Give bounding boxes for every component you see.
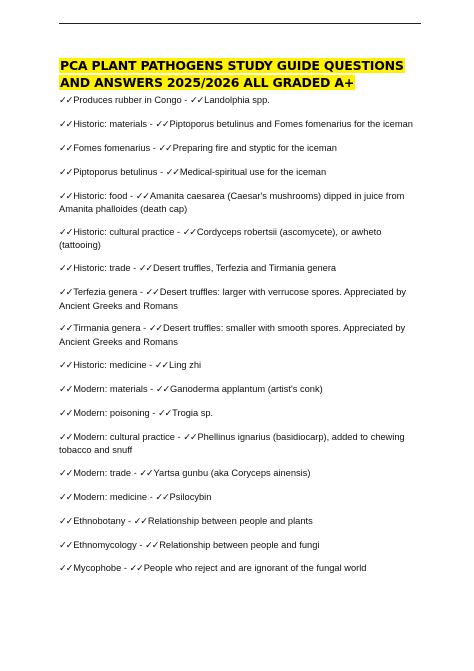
separator: - (140, 323, 149, 334)
answer-text: Phellinus ignarius (basidiocarp), added to chewing tobacco and snuff (59, 431, 405, 455)
qa-item (59, 166, 424, 179)
check-mark-icon: ✓✓ (59, 190, 73, 202)
separator: - (147, 491, 156, 502)
check-mark-icon: ✓✓ (158, 142, 172, 154)
check-mark-icon: ✓✓ (155, 118, 169, 130)
check-mark-icon: ✓✓ (129, 563, 143, 575)
separator: - (131, 467, 140, 478)
check-mark-icon: ✓✓ (59, 95, 73, 106)
check-mark-icon: ✓✓ (59, 467, 73, 479)
check-mark-icon: ✓✓ (135, 190, 149, 202)
answer-text: Trogia sp. (172, 407, 214, 418)
check-mark-icon: ✓✓ (183, 431, 197, 443)
question-text: Historic: cultural practice (73, 226, 175, 237)
check-mark-icon: ✓✓ (59, 118, 73, 130)
check-mark-icon: ✓✓ (182, 226, 196, 238)
answer-text: Amanita caesarea (Caesar's mushrooms) dipped in juice from Amanita phalloides (death cap) (59, 190, 405, 215)
separator: - (174, 431, 184, 442)
answer-text: Psilocybin (169, 491, 212, 502)
separator: - (174, 226, 183, 237)
qa-item (59, 562, 424, 575)
separator: - (149, 407, 158, 418)
check-mark-icon: ✓✓ (138, 263, 152, 275)
check-mark-icon: ✓✓ (145, 539, 159, 551)
check-mark-icon: ✓✓ (155, 383, 170, 395)
question-text: Ethnobotany (73, 515, 126, 526)
title-highlight: PCA PLANT PATHOGENS STUDY GUIDE QUESTIONS AND ANSWERS 2025/2026 ALL GRADED A+ (60, 58, 404, 90)
qa-item (59, 515, 424, 528)
qa-item (59, 491, 424, 504)
check-mark-icon: ✓✓ (148, 323, 162, 335)
question-text: Piptoporus betulinus (73, 166, 158, 177)
answer-text: Relationship between people and fungi (159, 539, 320, 550)
question-text: Modern: trade (73, 467, 132, 478)
answer-text: Cordyceps robertsii (ascomycete), or awheto (tattooing) (59, 226, 382, 251)
separator: - (181, 95, 190, 105)
separator: - (136, 539, 146, 550)
check-mark-icon: ✓✓ (154, 359, 169, 371)
question-text: Ethnomycology (73, 539, 137, 550)
check-mark-icon: ✓✓ (59, 431, 73, 443)
qa-item (59, 383, 424, 396)
check-mark-icon: ✓✓ (59, 539, 73, 551)
separator: - (157, 166, 166, 177)
qa-item (59, 190, 424, 216)
question-text: Historic: materials (73, 118, 148, 129)
question-text: Fomes fomenarius (73, 142, 151, 153)
separator: - (147, 118, 156, 129)
header-rule (59, 23, 421, 24)
answer-text: Medical-spiritual use for the iceman (179, 166, 327, 177)
separator: - (150, 142, 159, 153)
question-text: Tirmania genera (73, 323, 141, 334)
answer-text: Landolphia spp. (204, 95, 270, 105)
answer-text: Yartsa gunbu (aka Coryceps ainensis) (153, 467, 311, 478)
qa-item (59, 322, 424, 348)
qa-item (59, 467, 424, 480)
question-text: Mycophobe (73, 563, 122, 574)
check-mark-icon: ✓✓ (165, 166, 179, 178)
qa-item (59, 359, 424, 372)
document-title (59, 57, 429, 91)
answer-text: Ling zhi (169, 359, 202, 370)
answer-text: Desert truffles, Terfezia and Tirmania genera (153, 263, 337, 274)
question-text: Terfezia genera (73, 287, 138, 298)
question-text: Historic: food (73, 190, 128, 201)
separator: - (146, 359, 155, 370)
check-mark-icon: ✓✓ (59, 407, 73, 419)
separator: - (125, 515, 134, 526)
qa-item (59, 226, 424, 252)
question-text: Produces rubber in Congo (73, 95, 182, 105)
check-mark-icon: ✓✓ (59, 142, 73, 154)
check-mark-icon: ✓✓ (59, 383, 73, 395)
separator: - (121, 563, 130, 574)
qa-item (59, 431, 424, 457)
answer-text: Preparing fire and styptic for the iceman (172, 142, 337, 153)
check-mark-icon: ✓✓ (59, 323, 73, 335)
answer-text: Ganoderma applantum (artist's conk) (170, 383, 323, 394)
check-mark-icon: ✓✓ (145, 287, 159, 299)
question-text: Modern: cultural practice (73, 431, 175, 442)
check-mark-icon: ✓✓ (59, 226, 73, 238)
separator: - (130, 263, 139, 274)
qa-list (59, 94, 424, 586)
question-text: Modern: poisoning (73, 407, 150, 418)
answer-text: Desert truffles: smaller with smooth spores. Appreciated by Ancient Greeks and Romans (59, 323, 406, 347)
check-mark-icon: ✓✓ (157, 407, 172, 419)
qa-item (59, 262, 424, 275)
qa-item (59, 142, 424, 155)
qa-item (59, 118, 424, 131)
separator: - (147, 383, 156, 394)
answer-text: People who reject and are ignorant of the fungal world (143, 563, 367, 574)
separator: - (127, 190, 136, 201)
answer-text: Desert truffles: larger with verrucose spores. Appreciated by Ancient Greeks and Romans (59, 287, 407, 311)
check-mark-icon: ✓✓ (59, 515, 73, 527)
check-mark-icon: ✓✓ (59, 263, 73, 275)
question-text: Historic: trade (73, 263, 131, 274)
check-mark-icon: ✓✓ (59, 166, 73, 178)
check-mark-icon: ✓✓ (59, 287, 73, 299)
check-mark-icon: ✓✓ (59, 491, 73, 503)
check-mark-icon: ✓✓ (155, 491, 169, 503)
qa-item (59, 286, 424, 312)
check-mark-icon: ✓✓ (133, 515, 147, 527)
question-text: Historic: medicine (73, 359, 147, 370)
separator: - (137, 287, 146, 298)
qa-item (59, 407, 424, 420)
question-text: Modern: materials (73, 383, 148, 394)
question-text: Modern: medicine (73, 491, 148, 502)
qa-item (59, 539, 424, 552)
check-mark-icon: ✓✓ (139, 467, 153, 479)
check-mark-icon: ✓✓ (189, 95, 204, 106)
qa-item (59, 94, 424, 107)
answer-text: Piptoporus betulinus and Fomes fomenarius for the iceman (169, 118, 413, 129)
check-mark-icon: ✓✓ (59, 359, 73, 371)
check-mark-icon: ✓✓ (59, 563, 73, 575)
answer-text: Relationship between people and plants (147, 515, 313, 526)
